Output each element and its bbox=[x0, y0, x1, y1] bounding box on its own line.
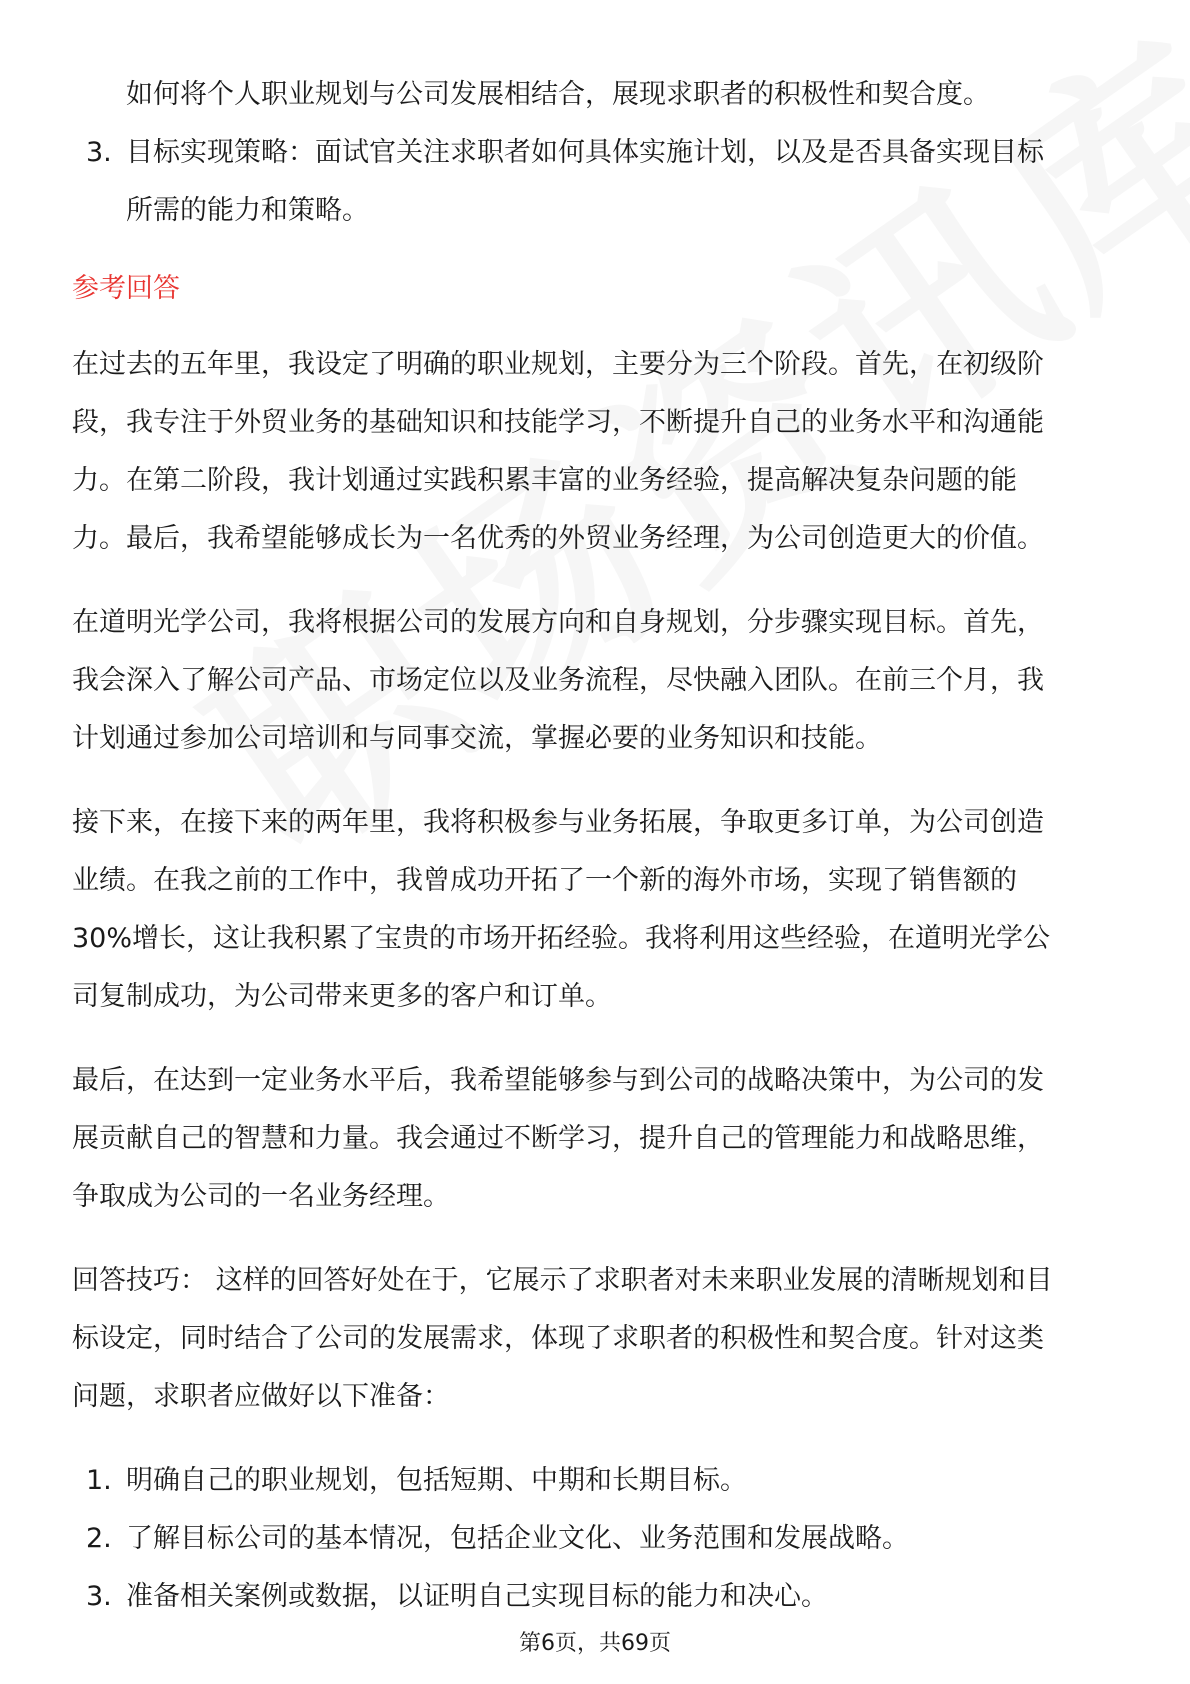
list-item bbox=[72, 1568, 1122, 1626]
list-number: 2. bbox=[86, 1523, 112, 1554]
list-item bbox=[72, 1510, 1122, 1568]
list-item-text: 准备相关案例或数据，以证明自己实现目标的能力和决心。 bbox=[126, 1581, 828, 1612]
paragraph-1 bbox=[72, 336, 1122, 568]
list-item-text-line: 所需的能力和策略。 bbox=[126, 195, 369, 226]
paragraph-line: 30%增长，这让我积累了宝贵的市场开拓经验。我将利用这些经验，在道明光学公 bbox=[72, 923, 1051, 954]
paragraph-line: 争取成为公司的一名业务经理。 bbox=[72, 1181, 450, 1212]
paragraph-line: 在道明光学公司，我将根据公司的发展方向和自身规划，分步骤实现目标。首先， bbox=[72, 607, 1044, 638]
list-item-continuation: 如何将个人职业规划与公司发展相结合，展现求职者的积极性和契合度。 bbox=[126, 79, 990, 110]
paragraph-line: 力。最后，我希望能够成长为一名优秀的外贸业务经理，为公司创造更大的价值。 bbox=[72, 523, 1044, 554]
paragraph-line: 力。在第二阶段，我计划通过实践积累丰富的业务经验，提高解决复杂问题的能 bbox=[72, 465, 1017, 496]
list-item-text-line: 目标实现策略：面试官关注求职者如何具体实施计划，以及是否具备实现目标 bbox=[126, 137, 1044, 168]
list-number: 3. bbox=[86, 137, 112, 168]
paragraph-line: 段，我专注于外贸业务的基础知识和技能学习，不断提升自己的业务水平和沟通能 bbox=[72, 407, 1044, 438]
document-body bbox=[72, 66, 1122, 1626]
paragraph-2 bbox=[72, 594, 1122, 768]
paragraph-4 bbox=[72, 1052, 1122, 1226]
page-number-footer: 第6页，共69页 bbox=[519, 1631, 671, 1656]
list-item-text: 了解目标公司的基本情况，包括企业文化、业务范围和发展战略。 bbox=[126, 1523, 909, 1554]
paragraph-line: 问题，求职者应做好以下准备： bbox=[72, 1381, 450, 1412]
paragraph-line: 接下来，在接下来的两年里，我将积极参与业务拓展，争取更多订单，为公司创造 bbox=[72, 807, 1044, 838]
paragraph-line: 在过去的五年里，我设定了明确的职业规划，主要分为三个阶段。首先，在初级阶 bbox=[72, 349, 1044, 380]
list-number: 1. bbox=[86, 1465, 112, 1496]
list-number: 3. bbox=[86, 1581, 112, 1612]
paragraph-3 bbox=[72, 794, 1122, 1026]
prep-list bbox=[72, 1452, 1122, 1626]
list-item-3 bbox=[72, 124, 1122, 240]
list-item bbox=[72, 1452, 1122, 1510]
paragraph-tips bbox=[72, 1252, 1122, 1426]
paragraph-line: 司复制成功，为公司带来更多的客户和订单。 bbox=[72, 981, 612, 1012]
section-heading: 参考回答 bbox=[72, 273, 180, 304]
paragraph-line: 回答技巧： 这样的回答好处在于，它展示了求职者对未来职业发展的清晰规划和目 bbox=[72, 1265, 1053, 1296]
paragraph-line: 计划通过参加公司培训和与同事交流，掌握必要的业务知识和技能。 bbox=[72, 723, 882, 754]
list-item-text: 明确自己的职业规划，包括短期、中期和长期目标。 bbox=[126, 1465, 747, 1496]
paragraph-line: 业绩。在我之前的工作中，我曾成功开拓了一个新的海外市场，实现了销售额的 bbox=[72, 865, 1017, 896]
paragraph-line: 标设定，同时结合了公司的发展需求，体现了求职者的积极性和契合度。针对这类 bbox=[72, 1323, 1044, 1354]
paragraph-line: 最后，在达到一定业务水平后，我希望能够参与到公司的战略决策中，为公司的发 bbox=[72, 1065, 1044, 1096]
paragraph-line: 展贡献自己的智慧和力量。我会通过不断学习，提升自己的管理能力和战略思维， bbox=[72, 1123, 1044, 1154]
paragraph-line: 我会深入了解公司产品、市场定位以及业务流程，尽快融入团队。在前三个月，我 bbox=[72, 665, 1044, 696]
